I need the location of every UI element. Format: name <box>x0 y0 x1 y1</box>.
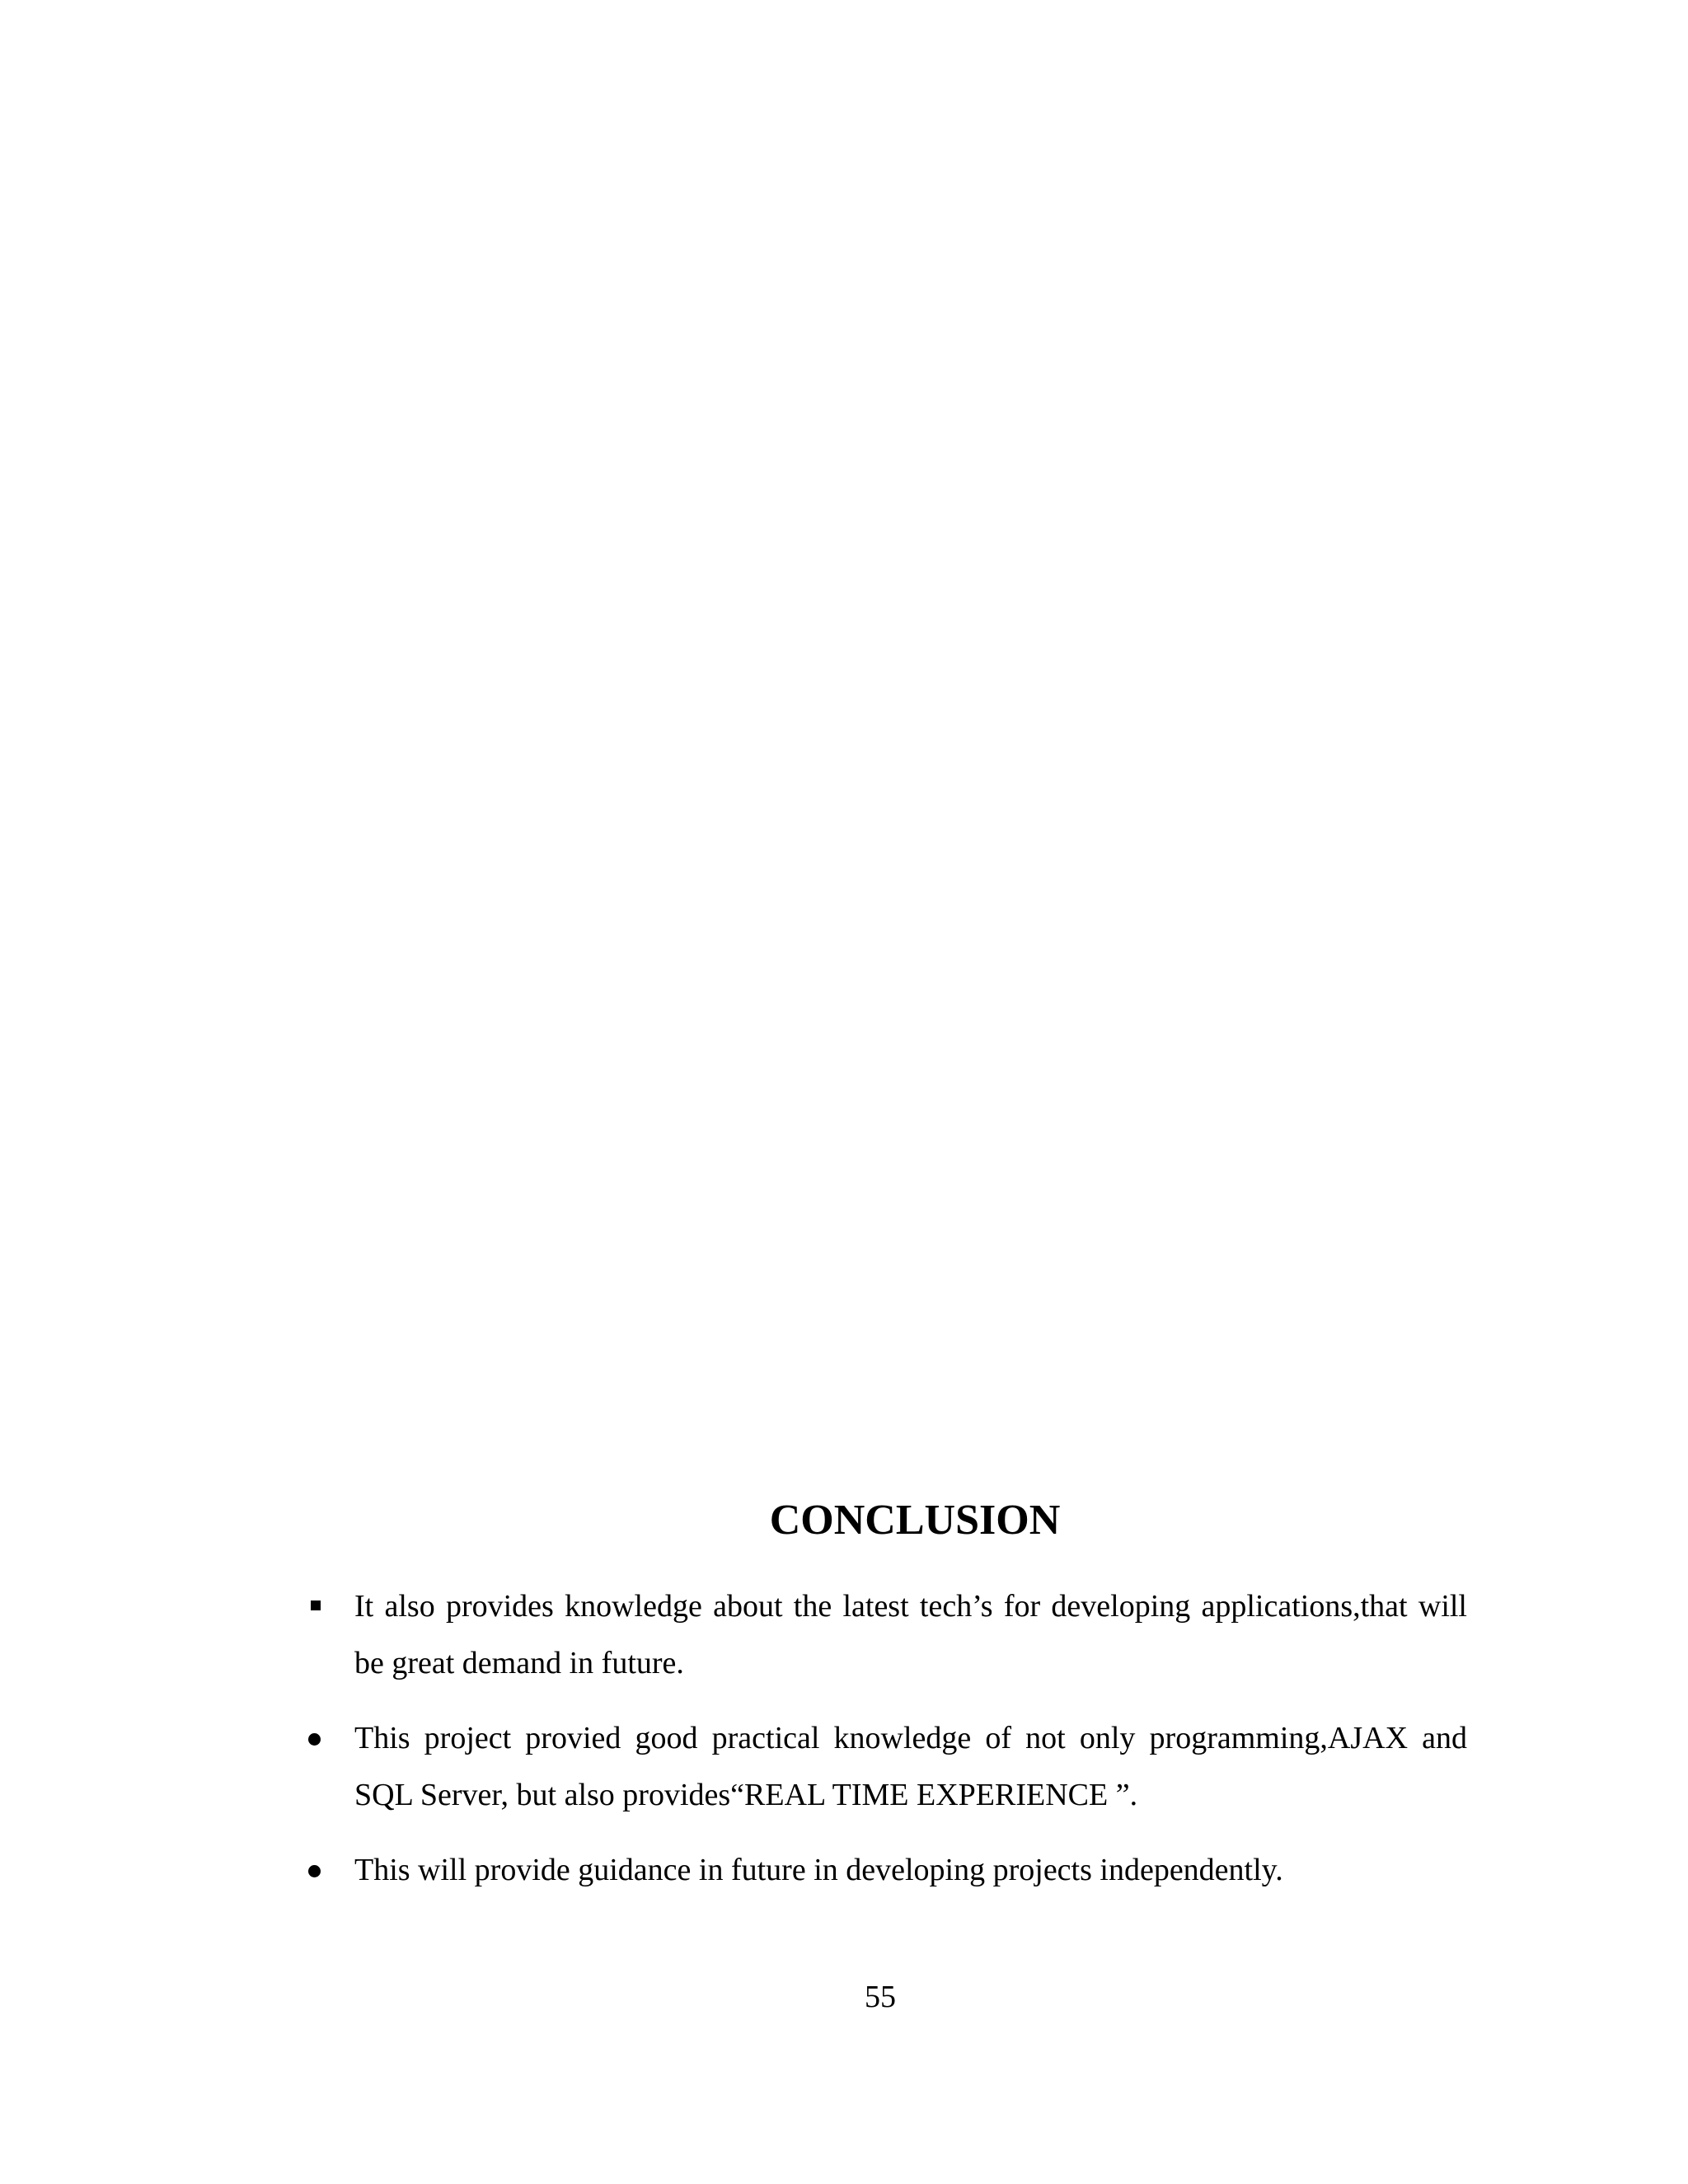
page-number: 55 <box>865 1980 896 2014</box>
bullet-item-guidance <box>305 1842 1467 1899</box>
conclusion-heading: CONCLUSION <box>769 1497 1061 1544</box>
bullet-text: This project provied good practical knowledge of not only programming,AJAX and SQL Server, but also provides“REAL TIME EXPERIENCE ”. <box>354 1721 1467 1812</box>
bullet-text: This will provide guidance in future in developing projects independently. <box>354 1853 1283 1887</box>
bullet-item-practical-knowledge <box>305 1710 1467 1824</box>
conclusion-bullet-list <box>305 1578 1467 1917</box>
bullet-item-knowledge <box>305 1578 1467 1692</box>
bullet-text: It also provides knowledge about the latest tech’s for developing applications,that will be great demand in future. <box>354 1589 1467 1680</box>
